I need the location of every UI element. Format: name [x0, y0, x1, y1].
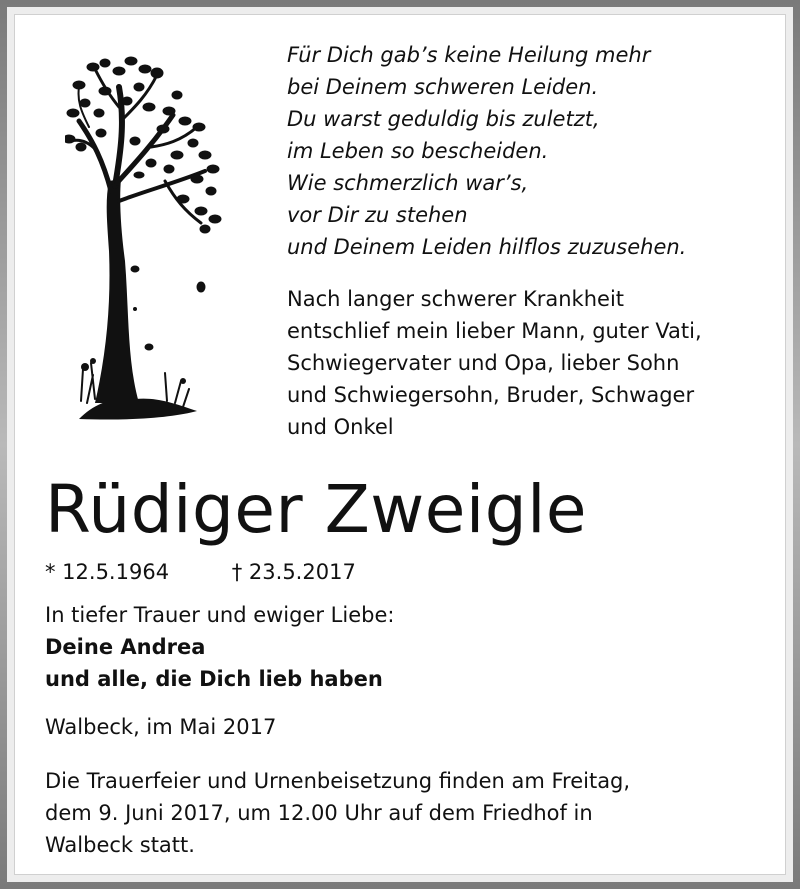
poem-line: im Leben so bescheiden. [287, 139, 549, 163]
poem-line: Du warst geduldig bis zuletzt, [287, 107, 600, 131]
mourners-intro: In tiefer Trauer und ewiger Liebe: [45, 603, 395, 627]
place-and-date: Walbeck, im Mai 2017 [45, 715, 277, 739]
announcement-line: Nach langer schwerer Krankheit [287, 287, 625, 311]
poem-line: vor Dir zu stehen [287, 203, 468, 227]
mourners-block [45, 599, 394, 695]
service-line: Die Trauerfeier und Urnenbeisetzung finden am Freitag, [45, 769, 631, 793]
service-line: Walbeck statt. [45, 833, 195, 857]
mourner-family: und alle, die Dich lieb haben [45, 667, 383, 691]
poem-line: Wie schmerzlich war’s, [287, 171, 529, 195]
mourner-spouse: Deine Andrea [45, 635, 206, 659]
announcement-line: entschlief mein lieber Mann, guter Vati, [287, 319, 702, 343]
poem-line: und Deinem Leiden hilflos zuzusehen. [287, 235, 687, 259]
announcement-line: und Onkel [287, 415, 394, 439]
poem-line: Für Dich gab’s keine Heilung mehr [287, 43, 651, 67]
death-date: † 23.5.2017 [231, 560, 356, 584]
obituary-card [7, 7, 793, 882]
poem [287, 39, 757, 263]
announcement-line: und Schwiegersohn, Bruder, Schwager [287, 383, 695, 407]
life-dates [45, 556, 356, 588]
announcement-text [287, 283, 767, 443]
announcement-line: Schwiegervater und Opa, lieber Sohn [287, 351, 680, 375]
deceased-name: Rüdiger Zweigle [45, 471, 588, 548]
birth-date: * 12.5.1964 [45, 560, 170, 584]
funeral-service-info [45, 765, 630, 861]
poem-line: bei Deinem schweren Leiden. [287, 75, 599, 99]
tree-icon [65, 51, 225, 426]
service-line: dem 9. Juni 2017, um 12.00 Uhr auf dem Friedhof in [45, 801, 593, 825]
